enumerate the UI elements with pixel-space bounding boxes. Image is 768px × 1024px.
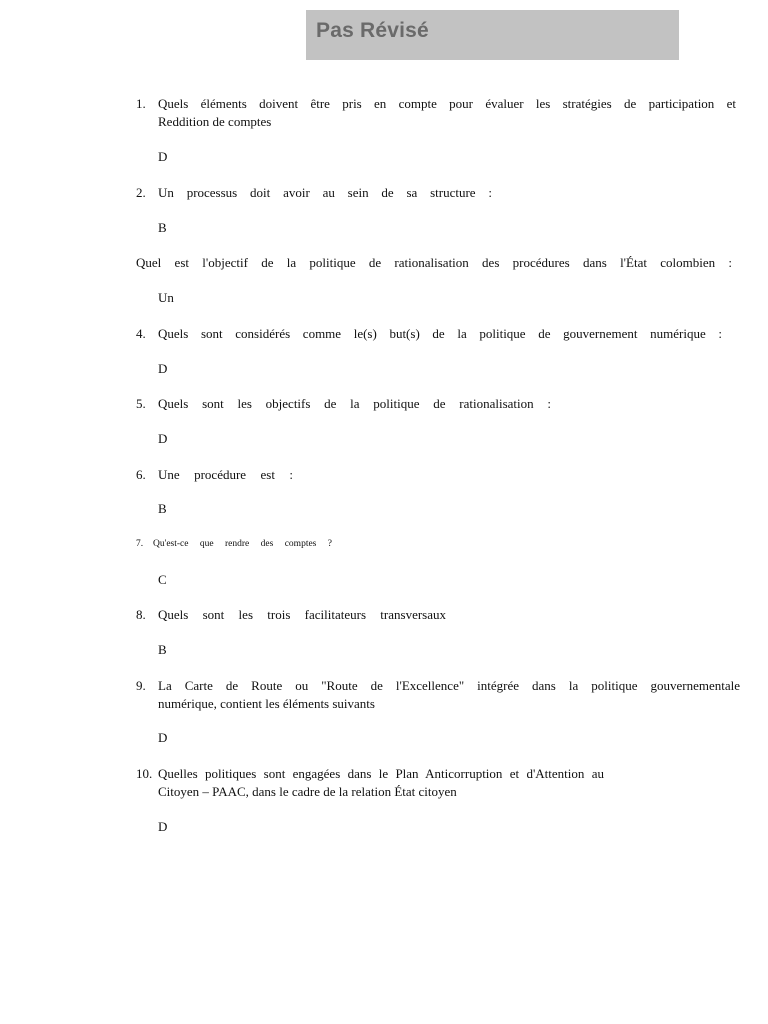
answer-6: B: [158, 501, 167, 516]
question-text: Quels sont les objectifs de la politique de rationalisation :: [158, 396, 551, 411]
question-number: 7.: [136, 539, 144, 549]
question-number: 9.: [136, 678, 146, 693]
question-text: Un processus doit avoir au sein de sa structure :: [158, 185, 492, 200]
answer-7: C: [158, 572, 167, 587]
banner-title: Pas Révisé: [316, 19, 429, 42]
question-text-line: La Carte de Route ou "Route de l'Excellence" intégrée dans la politique gouvernementale: [158, 678, 740, 693]
question-2: [136, 184, 492, 202]
question-10: [136, 765, 604, 801]
question-text-line: numérique, contient les éléments suivants: [158, 696, 375, 711]
answer-5: D: [158, 431, 168, 446]
question-text-line: Quelles politiques sont engagées dans le Plan Anticorruption et d'Attention au: [158, 766, 604, 781]
question-text-line: Reddition de comptes: [158, 114, 272, 129]
answer-2: B: [158, 220, 167, 235]
question-text-line: Quels éléments doivent être pris en compte pour évaluer les stratégies de participation et: [158, 96, 736, 111]
question-number: 1.: [136, 96, 146, 111]
question-number: 2.: [136, 185, 146, 200]
question-text: Qu'est-ce que rendre des comptes ?: [153, 539, 332, 549]
question-text: Quel est l'objectif de la politique de rationalisation des procédures dans l'État colombien :: [136, 255, 732, 270]
question-number: 5.: [136, 396, 146, 411]
answer-9: D: [158, 730, 168, 745]
question-number: 4.: [136, 326, 146, 341]
question-text: Quels sont les trois facilitateurs transversaux: [158, 607, 446, 622]
question-number: 8.: [136, 607, 146, 622]
question-number: 6.: [136, 467, 146, 482]
answer-10: D: [158, 819, 168, 834]
question-text: Quels sont considérés comme le(s) but(s) de la politique de gouvernement numérique :: [158, 326, 722, 341]
question-number: 10.: [136, 766, 153, 781]
question-3: [136, 254, 732, 272]
question-text: Une procédure est :: [158, 467, 293, 482]
question-5: [136, 395, 551, 413]
answer-8: B: [158, 642, 167, 657]
question-7: [136, 537, 332, 551]
question-6: [136, 466, 293, 484]
answer-4: D: [158, 361, 168, 376]
question-8: [136, 606, 446, 624]
answer-3: Un: [158, 290, 174, 305]
question-4: [136, 325, 722, 343]
question-1: [136, 95, 736, 131]
question-9: [136, 677, 740, 713]
answer-1: D: [158, 149, 168, 164]
status-banner: [306, 10, 679, 60]
question-text-line: Citoyen – PAAC, dans le cadre de la relation État citoyen: [158, 784, 457, 799]
